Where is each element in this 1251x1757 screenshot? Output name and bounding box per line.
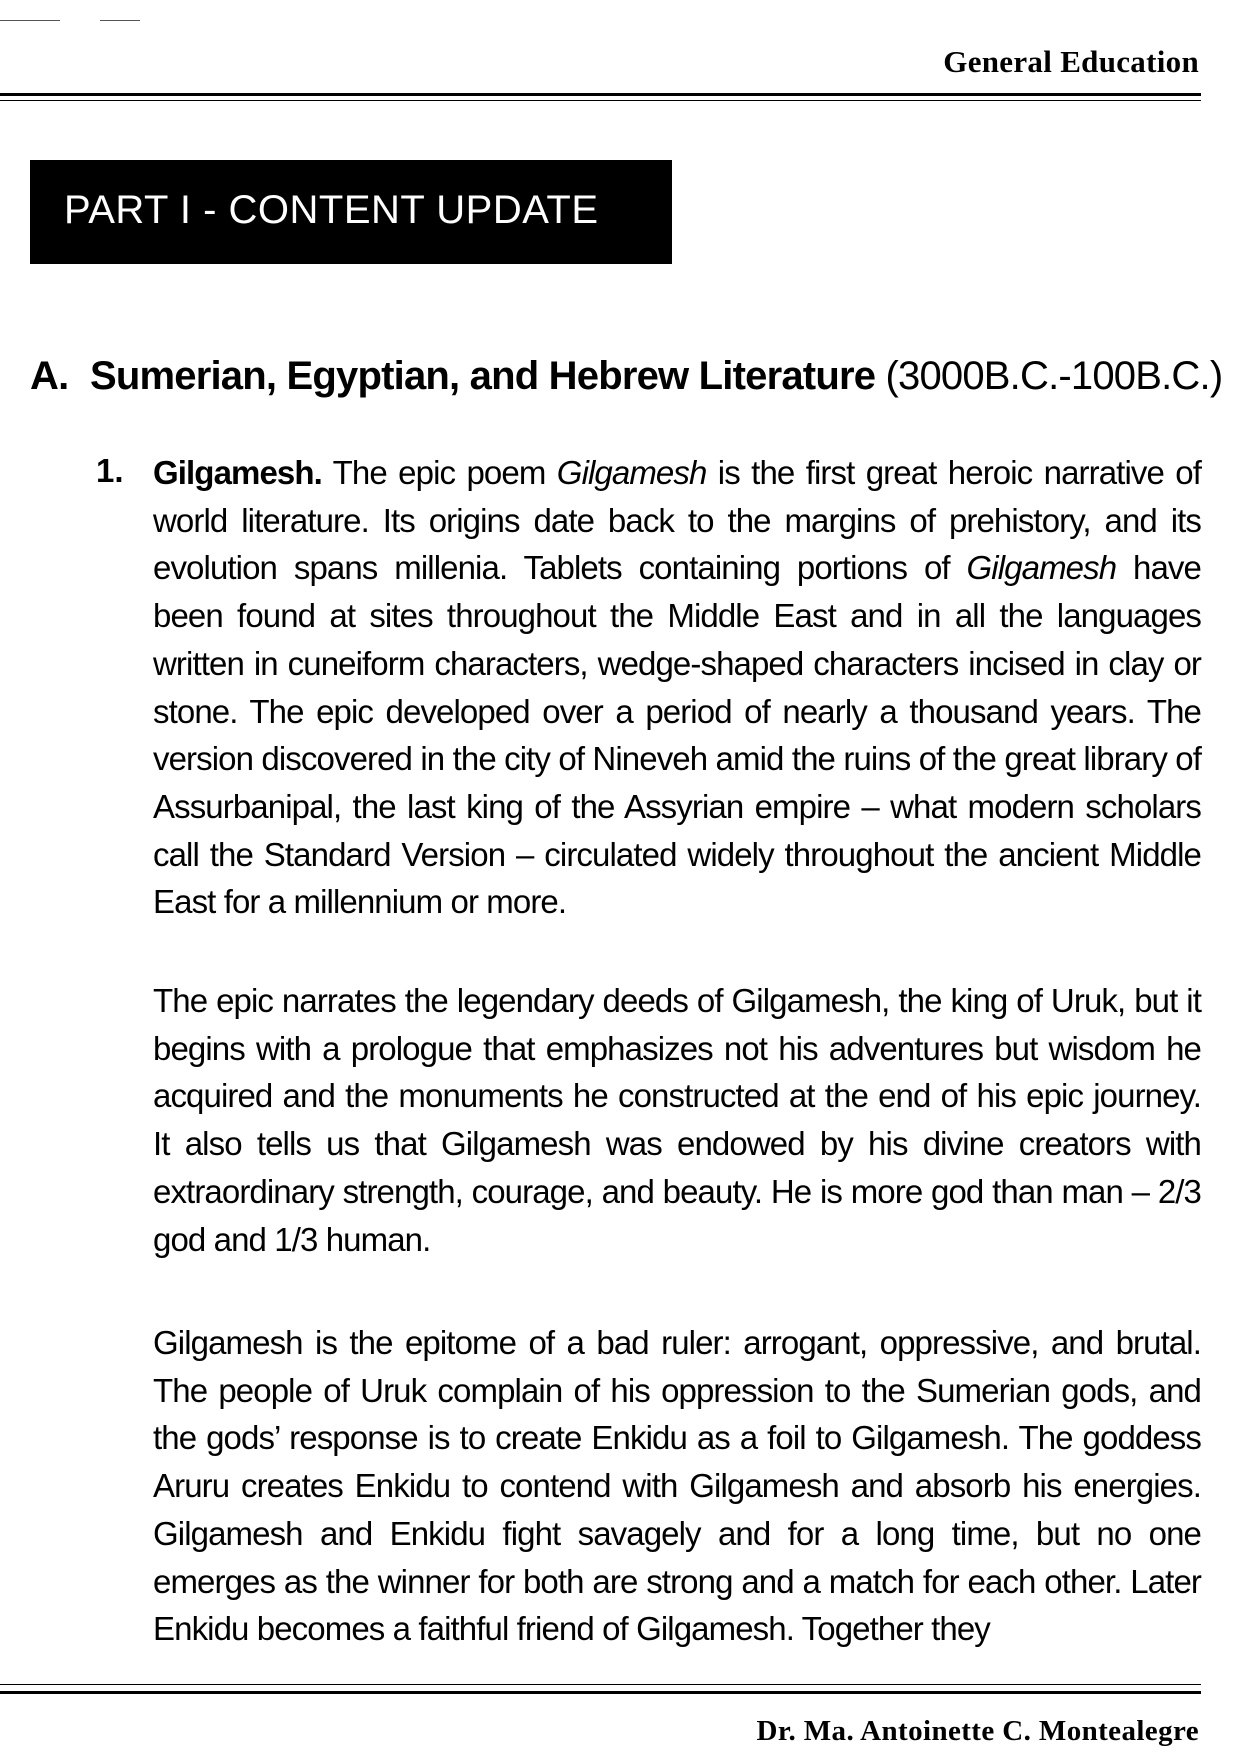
list-item-number: 1.: [96, 452, 124, 489]
scan-artifact-1: [0, 20, 60, 21]
running-header-title: General Education: [943, 44, 1199, 79]
p1-italic-title-1: Gilgamesh: [556, 454, 707, 491]
p1-text-b: is the first great heroic narrative of world literature. Its origins date back to the margins of prehistory, and its evolution spans millenia. Tablets containing portions of: [153, 454, 1202, 587]
footer-rule-thick: [0, 1691, 1201, 1694]
section-letter: A.: [30, 354, 69, 398]
p1-italic-title-2: Gilgamesh: [966, 549, 1117, 587]
header-rule-thick: [0, 93, 1201, 96]
item-heading: Gilgamesh.: [153, 454, 322, 491]
part-banner: [30, 160, 672, 264]
footer-author: Dr. Ma. Antoinette C. Montealegre: [756, 1715, 1199, 1747]
footer-rule-thin: [0, 1684, 1201, 1685]
paragraph-1: [153, 449, 1201, 926]
section-title: Sumerian, Egyptian, and Hebrew Literature: [90, 354, 876, 398]
paragraph-3: Gilgamesh is the epitome of a bad ruler: arrogant, oppressive, and brutal. The people of Uruk complain of his oppression to the Sumerian gods, and the gods’ response is to create Enkidu as a foil to Gilgamesh. The goddess Aruru creates Enkidu to contend with Gilgamesh and absorb his energies. Gilgamesh and Enkidu fight savagely and for a long time, but no one emerges as the winner for both are strong and a match for each other. Later Enkidu becomes a faithful friend of Gilgamesh. Together they: [153, 1324, 1201, 1648]
header-rule-thin: [0, 100, 1201, 101]
paragraph-2: The epic narrates the legendary deeds of Gilgamesh, the king of Uruk, but it begins with a prologue that emphasizes not his adventures but wisdom he acquired and the monuments he constructed at the end of his epic journey. It also tells us that Gilgamesh was endowed by his divine creators with extraordinary strength, courage, and beauty. He is more god than man – 2/3 god and 1/3 human.: [153, 982, 1201, 1258]
p1-text-a: The epic poem: [321, 454, 557, 491]
section-date-range: (3000B.C.-100B.C.): [875, 354, 1223, 398]
p1-text-c: have been found at sites throughout the Middle East and in all the languages written in cuneiform characters, wedge-shaped characters incised in clay or stone. The epic developed over a period of nearly a thousand years. The version discovered in the city of Nineveh amid the ruins of the great library of Assurbanipal, the last king of the Assyrian empire – what modern scholars call the Standard Version – circulated widely throughout the ancient Middle East for a millennium or more.: [153, 549, 1201, 921]
scan-artifact-2: [100, 20, 140, 21]
part-banner-label: PART I - CONTENT UPDATE: [64, 188, 599, 232]
section-heading: [30, 354, 1222, 399]
